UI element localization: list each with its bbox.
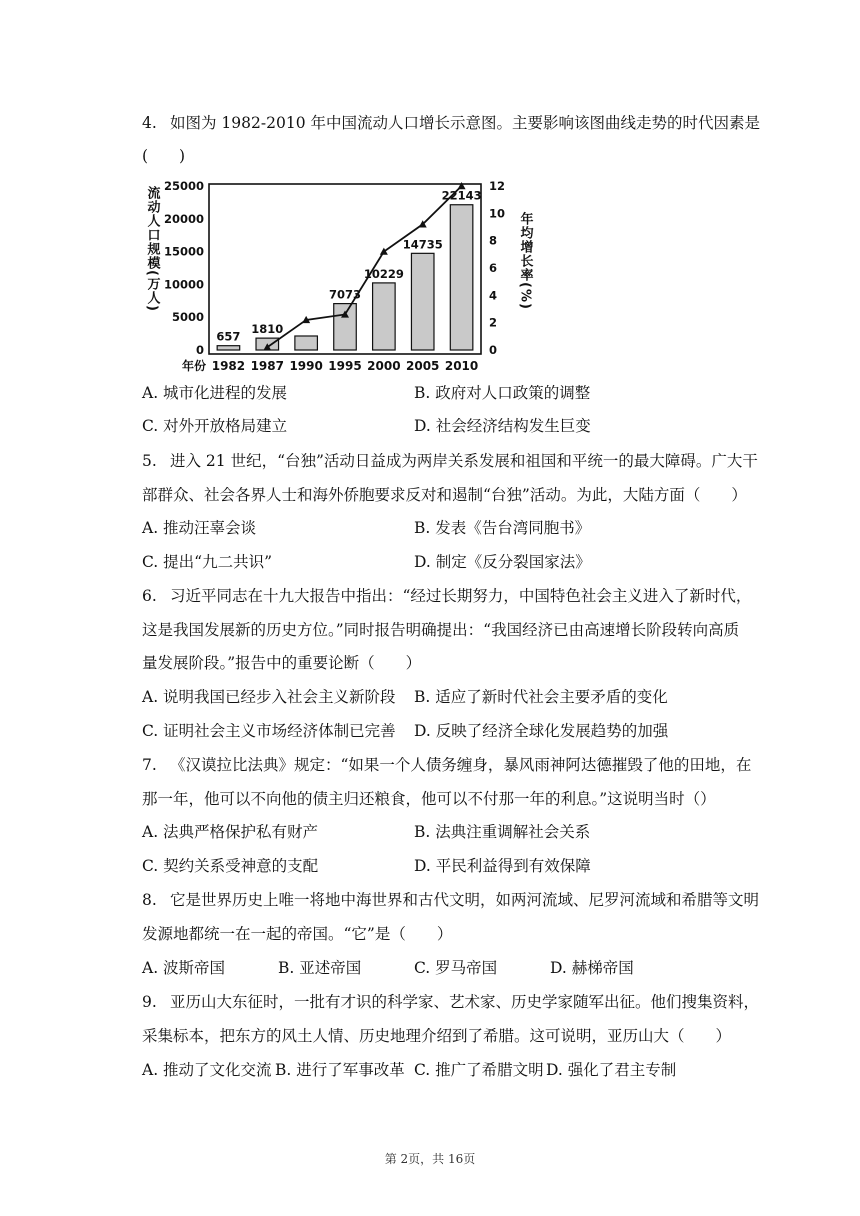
migrant-population-chart (142, 172, 542, 377)
growth-rate-point (458, 182, 466, 189)
q8-option-a: A. 波斯帝国 (142, 959, 226, 977)
q8-line1 (142, 890, 759, 910)
q6-option-c: C. 证明社会主义市场经济体制已完善 (142, 722, 396, 740)
bar-label: 14735 (402, 237, 443, 252)
y-tick-label: 25000 (163, 179, 204, 193)
x-tick-label: 1987 (250, 359, 284, 373)
y2-axis-label-text: 年均增长率(%) (517, 212, 533, 310)
q4-line1 (142, 113, 760, 133)
q4-option-c: C. 对外开放格局建立 (142, 417, 288, 435)
bar-1990 (295, 336, 318, 350)
x-tick-label: 1982 (211, 359, 246, 373)
q4-number: 4. (142, 114, 157, 132)
q5-option-d: D. 制定《反分裂国家法》 (414, 553, 591, 571)
q6-line1 (142, 586, 751, 606)
bar-label: 22143 (441, 188, 482, 203)
q9-option-d: D. 强化了君主专制 (546, 1061, 677, 1079)
y2-tick-label: 0 (489, 343, 498, 357)
y-tick-label: 5000 (171, 310, 204, 325)
y2-tick-label: 8 (489, 233, 498, 248)
x-tick-label: 2000 (367, 359, 401, 373)
q5-line2: 部群众、社会各界人士和海外侨胞要求反对和遏制“台独”活动。为此，大陆方面（ ） (142, 486, 747, 504)
q7-line1 (142, 755, 751, 775)
q5-stem: 进入 21 世纪，“台独”活动日益成为两岸关系发展和祖国和平统一的最大障碍。广大干 (170, 452, 758, 470)
q7-number: 7. (142, 756, 157, 774)
q5-number: 5. (142, 452, 157, 470)
y-tick-label: 15000 (163, 244, 204, 259)
bar-1982 (217, 346, 240, 350)
q6-option-a: A. 说明我国已经步入社会主义新阶段 (142, 688, 396, 706)
q7-option-a: A. 法典严格保护私有财产 (142, 823, 319, 841)
q5-option-b: B. 发表《告台湾同胞书》 (414, 519, 591, 537)
bar-label: 1810 (251, 322, 284, 337)
x-tick-label: 2005 (406, 359, 440, 373)
q8-option-c: C. 罗马帝国 (414, 959, 498, 977)
y2-axis-label (518, 211, 534, 309)
q7-option-c: C. 契约关系受神意的支配 (142, 857, 319, 875)
bar-2000 (373, 283, 396, 350)
q5-line1 (142, 451, 758, 471)
q6-line3: 量发展阶段。”报告中的重要论断（ ） (142, 654, 422, 672)
bar-2005 (411, 253, 434, 350)
q6-stem: 习近平同志在十九大报告中指出：“经过长期努力，中国特色社会主义进入了新时代， (170, 587, 752, 605)
y2-tick-label: 2 (489, 315, 498, 330)
q8-line2: 发源地都统一在一起的帝国。“它”是（ ） (142, 925, 453, 943)
q8-number: 8. (142, 891, 157, 909)
y-tick-label: 10000 (163, 277, 204, 292)
q7-line2: 那一年，他可以不向他的债主归还粮食，他可以不付那一年的利息。”这说明当时（） (142, 790, 716, 808)
bar-label: 7073 (328, 287, 362, 302)
q8-option-d: D. 赫梯帝国 (550, 959, 634, 977)
y2-tick-label: 10 (489, 206, 506, 221)
q8-option-b: B. 亚述帝国 (278, 959, 362, 977)
y2-tick-label: 12 (489, 179, 506, 193)
page-footer: 第 2页，共 16页 (384, 1152, 476, 1166)
q9-number: 9. (142, 993, 157, 1011)
x-axis-label: 年份 (182, 359, 207, 373)
q9-stem: 亚历山大东征时，一批有才识的科学家、艺术家、历史学家随军出征。他们搜集资料， (170, 993, 760, 1011)
y-tick-label: 0 (195, 343, 204, 357)
q9-option-a: A. 推动了文化交流 (142, 1061, 272, 1079)
q4-option-b: B. 政府对人口政策的调整 (414, 384, 591, 402)
q5-option-c: C. 提出“九二共识” (142, 553, 273, 571)
q6-option-b: B. 适应了新时代社会主要矛盾的变化 (414, 688, 668, 706)
q6-line2: 这是我国发展新的历史方位。”同时报告明确提出：“我国经济已由高速增长阶段转向高质 (142, 621, 740, 639)
q6-option-d: D. 反映了经济全球化发展趋势的加强 (414, 722, 669, 740)
q4-option-a: A. 城市化进程的发展 (142, 384, 288, 402)
q9-option-b: B. 进行了军事改革 (275, 1061, 405, 1079)
q4-line2: ( ) (142, 147, 186, 165)
y-tick-label: 20000 (163, 211, 204, 226)
bar-label: 657 (216, 329, 241, 344)
q7-stem: 《汉谟拉比法典》规定：“如果一个人债务缠身，暴风雨神阿达德摧毁了他的田地，在 (170, 756, 752, 774)
x-tick-label: 1995 (328, 359, 362, 373)
q9-line1 (142, 992, 759, 1012)
y-axis-label (145, 185, 162, 311)
q7-option-b: B. 法典注重调解社会关系 (414, 823, 591, 841)
x-tick-label: 1990 (289, 359, 323, 373)
bar-label: 10229 (363, 266, 404, 281)
q8-stem: 它是世界历史上唯一将地中海世界和古代文明，如两河流域、尼罗河流域和希腊等文明 (170, 891, 760, 909)
q4-option-d: D. 社会经济结构发生巨变 (414, 417, 591, 435)
y-axis-label-text: 流动人口规模(万人) (144, 186, 160, 312)
x-tick-label: 2010 (444, 359, 479, 373)
q4-stem: 如图为 1982-2010 年中国流动人口增长示意图。主要影响该图曲线走势的时代因素是 (170, 114, 760, 132)
y2-tick-label: 4 (489, 288, 498, 303)
bar-2010 (450, 205, 473, 350)
q9-line2: 采集标本，把东方的风土人情、历史地理介绍到了希腊。这可说明，亚历山大（ ） (142, 1027, 732, 1045)
q7-option-d: D. 平民利益得到有效保障 (414, 857, 591, 875)
q6-number: 6. (142, 587, 157, 605)
q9-option-c: C. 推广了希腊文明 (414, 1061, 544, 1079)
q5-option-a: A. 推动汪辜会谈 (142, 519, 257, 537)
y2-tick-label: 6 (489, 261, 498, 275)
